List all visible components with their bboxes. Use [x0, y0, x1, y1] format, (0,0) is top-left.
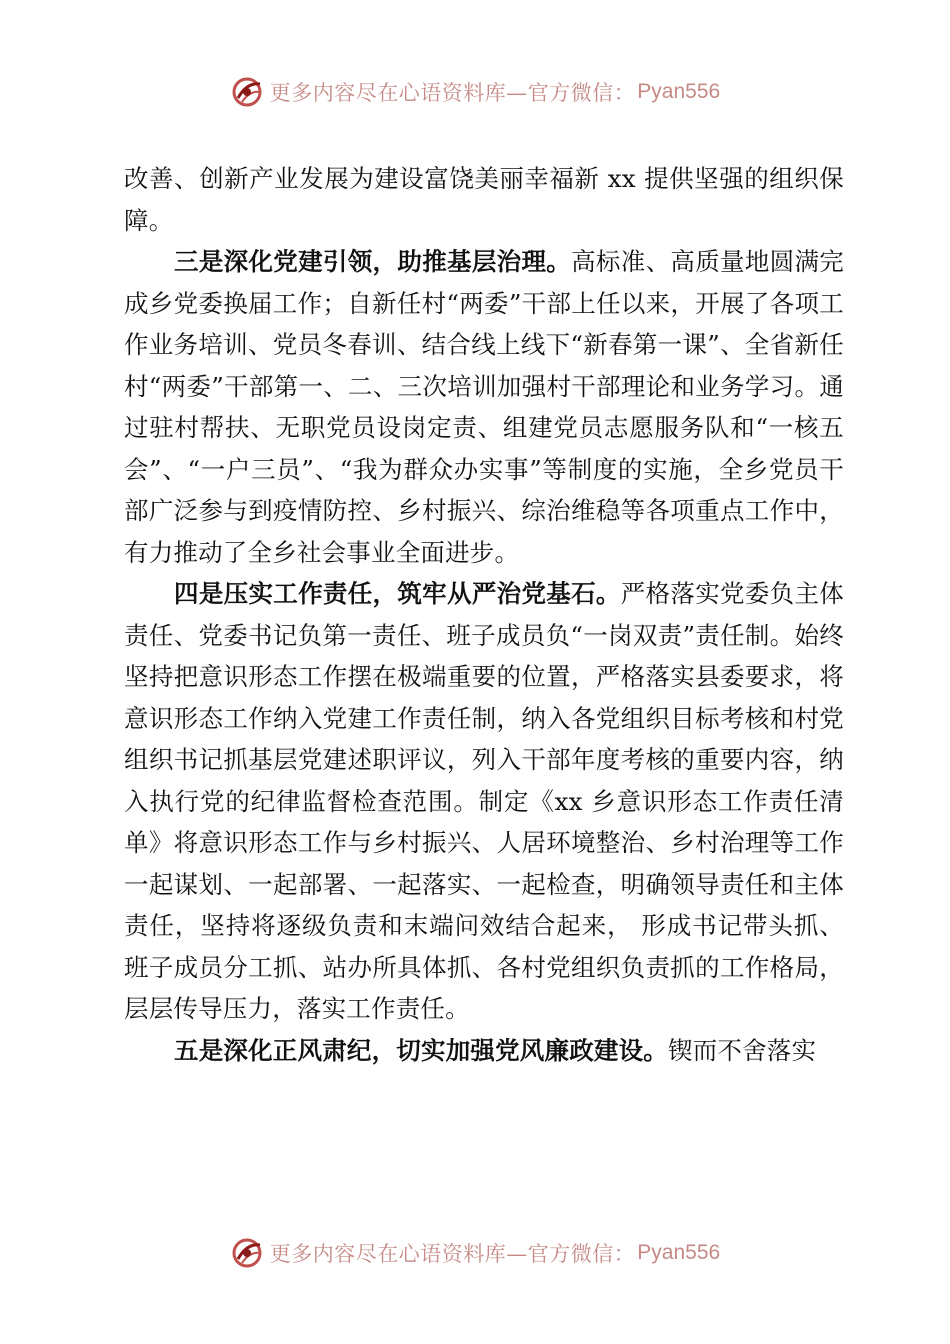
watermark-handle: Pyan556 [637, 80, 721, 103]
header-watermark [0, 70, 950, 114]
watermark-text: 更多内容尽在心语资料库—官方微信： [269, 1242, 636, 1266]
watermark-text: 更多内容尽在心语资料库—官方微信： [269, 81, 636, 105]
paragraph-lead: 五是深化正风肃纪，切实加强党风廉政建设。 [174, 1035, 668, 1065]
paragraph-lead: 四是压实工作责任，筑牢从严治党基石。 [174, 579, 621, 608]
paragraph-item-4 [124, 573, 844, 1030]
watermark-logo-icon [230, 74, 266, 110]
watermark-handle: Pyan556 [637, 1241, 721, 1264]
paragraph-item-3 [124, 241, 844, 573]
paragraph-item-5 [124, 1030, 844, 1072]
footer-watermark [0, 1231, 950, 1275]
paragraph-body: 高标准、高质量地圆满完成乡党委换届工作；自新任村“两委”干部上任以来，开展了各项工作业务培训、党员冬春训、结合线上线下“新春第一课”、全省新任村“两委”干部第一、二、三次培训加强村干部理论和业务学习。通过驻村帮扶、无职党员设岗定责、组建党员志愿服务队和“一核五会”、“一户三员”、“我为群众办实事”等制度的实施，全乡党员干部广泛参与到疫情防控、乡村振兴、综治维稳等各项重点工作中，有力推动了全乡社会事业全面进步。 [124, 247, 844, 567]
paragraph-lead: 三是深化党建引领，助推基层治理。 [174, 247, 572, 276]
paragraph-body: 严格落实党委负主体责任、党委书记负第一责任、班子成员负“一岗双责”责任制。始终坚持把意识形态工作摆在极端重要的位置，严格落实县委要求，将意识形态工作纳入党建工作责任制，纳入各党组织目标考核和村党组织书记抓基层党建述职评议，列入干部年度考核的重要内容，纳入执行党的纪律监督检查范围。制定《xx 乡意识形态工作责任清单》将意识形态工作与乡村振兴、人居环境整治、乡村治理等工作一起谋划、一起部署、一起落实、一起检查，明确领导责任和主体责任，坚持将逐级负责和末端问效结合起来， 形成书记带头抓、班子成员分工抓、站办所具体抓、各村党组织负责抓的工作格局，层层传导压力，落实工作责任。 [124, 579, 844, 1023]
paragraph-body: 锲而不舍落实 [668, 1035, 817, 1065]
document-body [124, 158, 844, 1071]
paragraph-continuation [124, 158, 844, 241]
paragraph-body: 改善、创新产业发展为建设富饶美丽幸福新 xx 提供坚强的组织保障。 [124, 164, 844, 235]
watermark-logo-icon [230, 1235, 266, 1271]
